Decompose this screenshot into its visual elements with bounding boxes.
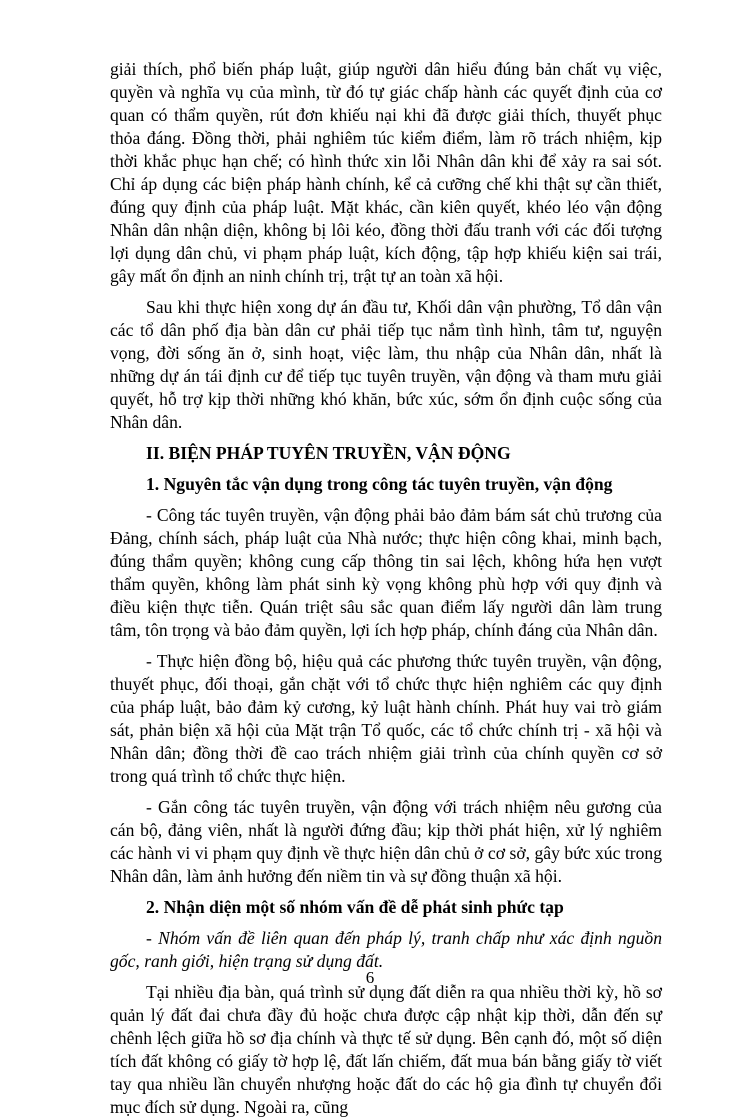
paragraph-7: Tại nhiều địa bàn, quá trình sử dụng đất diễn ra qua nhiều thời kỳ, hồ sơ quản lý đất đai chưa đầy đủ hoặc chưa được cập nhật kịp thời, dẫn đến sự chênh lệch giữa hồ sơ địa chính và thực tế sử dụng. Bên cạnh đó, một số diện tích đất không có giấy tờ hợp lệ, đất lấn chiếm, đất mua bán bằng giấy tờ viết tay qua nhiều lần chuyển nhượng hoặc đất do các hộ gia đình tự chuyển đổi mục đích sử dụng. Ngoài ra, cũng	[110, 982, 662, 1117]
page-number: 6	[365, 968, 375, 987]
paragraph-5: - Gắn công tác tuyên truyền, vận động với trách nhiệm nêu gương của cán bộ, đảng viên, nhất là người đứng đầu; kịp thời phát hiện, xử lý nghiêm các hành vi vi phạm quy định về thực hiện dân chủ ở cơ sở, gây bức xúc trong Nhân dân, làm ảnh hưởng đến niềm tin và sự đồng thuận xã hội.	[110, 797, 662, 886]
subsection-heading-2: 2. Nhận diện một số nhóm vấn đề dễ phát sinh phức tạp	[146, 897, 564, 917]
subsection-heading-1: 1. Nguyên tắc vận dụng trong công tác tuyên truyền, vận động	[146, 474, 613, 494]
paragraph-1: giải thích, phổ biến pháp luật, giúp người dân hiểu đúng bản chất vụ việc, quyền và nghĩa vụ của mình, từ đó tự giác chấp hành các quyết định của cơ quan có thẩm quyền, rút đơn khiếu nại khi đã được giải thích, thuyết phục thỏa đáng. Đồng thời, phải nghiêm túc kiểm điểm, làm rõ trách nhiệm, kịp thời khắc phục hạn chế; có hình thức xin lỗi Nhân dân khi để xảy ra sai sót. Chỉ áp dụng các biện pháp hành chính, kể cả cưỡng chế khi thật sự cần thiết, đúng quy định của pháp luật. Mặt khác, cần kiên quyết, khéo léo vận động Nhân dân nhận diện, không bị lôi kéo, đồng thời đấu tranh với các đối tượng lợi dụng dân chủ, vi phạm pháp luật, kích động, tập hợp khiếu kiện sai trái, gây mất ổn định an ninh chính trị, trật tự an toàn xã hội.	[110, 59, 662, 286]
paragraph-3: - Công tác tuyên truyền, vận động phải bảo đảm bám sát chủ trương của Đảng, chính sách, pháp luật của Nhà nước; thực hiện công khai, minh bạch, đúng thẩm quyền; không cung cấp thông tin sai lệch, không hứa hẹn vượt thẩm quyền, không làm phát sinh kỳ vọng không phù hợp với quy định và điều kiện thực tiễn. Quán triệt sâu sắc quan điểm lấy người dân làm trung tâm, tôn trọng và bảo đảm quyền, lợi ích hợp pháp, chính đáng của Nhân dân.	[110, 505, 662, 640]
paragraph-4: - Thực hiện đồng bộ, hiệu quả các phương thức tuyên truyền, vận động, thuyết phục, đối thoại, gắn chặt với tổ chức thực hiện nghiêm các quy định của pháp luật, bảo đảm kỷ cương, kỷ luật hành chính. Phát huy vai trò giám sát, phản biện xã hội của Mặt trận Tổ quốc, các tổ chức chính trị - xã hội và Nhân dân; đồng thời đề cao trách nhiệm giải trình của chính quyền cơ sở trong quá trình tổ chức thực hiện.	[110, 651, 662, 786]
paragraph-6-italic: - Nhóm vấn đề liên quan đến pháp lý, tranh chấp như xác định nguồn gốc, ranh giới, hiện trạng sử dụng đất.	[110, 928, 662, 971]
section-heading-ii: II. BIỆN PHÁP TUYÊN TRUYỀN, VẬN ĐỘNG	[146, 443, 511, 463]
paragraph-2: Sau khi thực hiện xong dự án đầu tư, Khối dân vận phường, Tổ dân vận các tổ dân phố địa bàn dân cư phải tiếp tục nắm tình hình, tâm tư, nguyện vọng, đời sống ăn ở, sinh hoạt, việc làm, thu nhập của Nhân dân, nhất là những dự án tái định cư để tiếp tục tuyên truyền, vận động và tham mưu giải quyết, hỗ trợ kịp thời những khó khăn, bức xúc, sớm ổn định cuộc sống của Nhân dân.	[110, 297, 662, 432]
